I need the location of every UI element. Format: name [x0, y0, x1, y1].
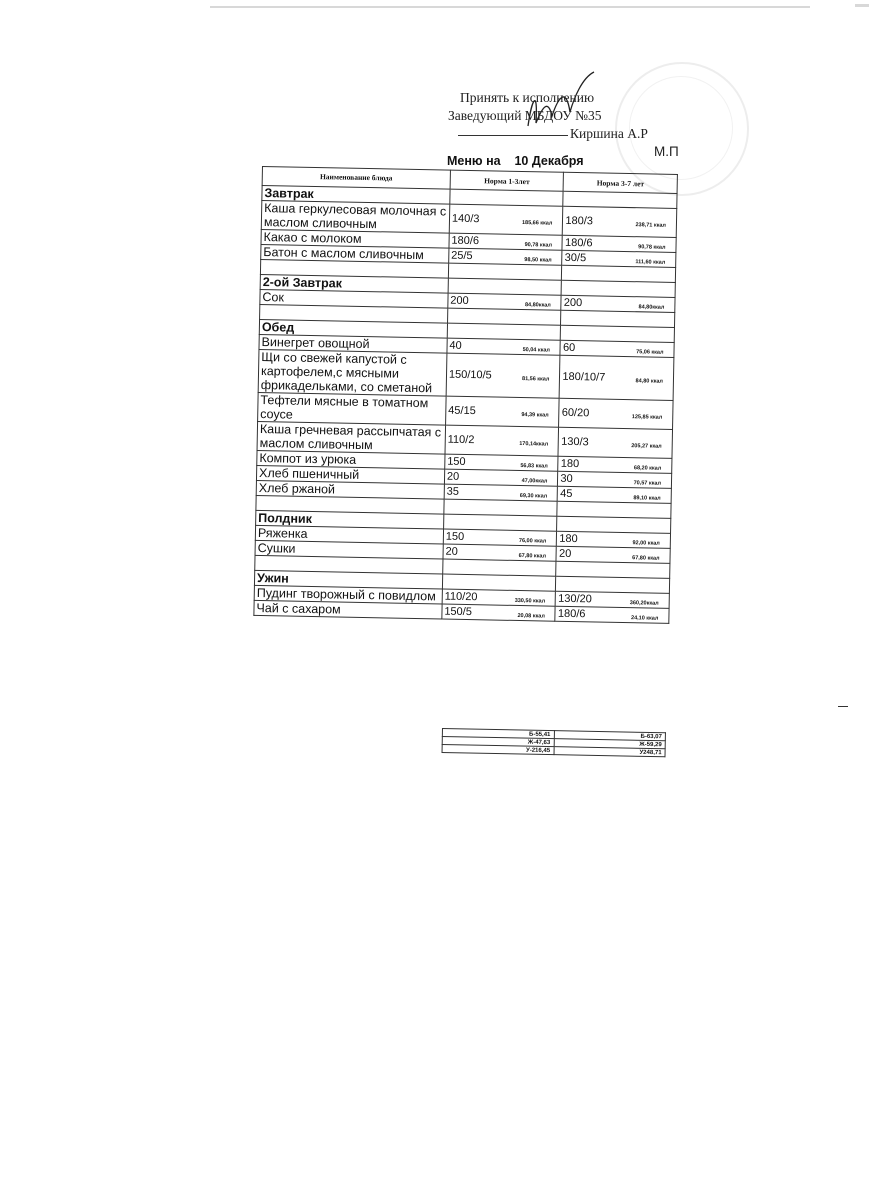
table-row	[258, 349, 674, 400]
section-title: 2-ой Завтрак	[260, 274, 448, 293]
section-title: Завтрак	[262, 186, 450, 205]
kcal-3-7: 68,20 ккал	[633, 465, 662, 472]
menu-title	[447, 154, 584, 168]
section-title: Полдник	[256, 510, 444, 529]
kcal-3-7: 90,78 ккал	[638, 244, 666, 251]
kcal-1-3: 90,78 ккал	[524, 242, 553, 249]
portion-3-7: 60	[562, 341, 576, 355]
approval-line-2: Заведующий МБДОУ №35	[448, 108, 602, 123]
total-carbs-1-3: У-216,45	[442, 745, 554, 755]
norm-3-7-cell	[562, 250, 676, 267]
kcal-3-7: 67,80 ккал	[632, 555, 660, 562]
header-norm-3-7: Норма 3-7 лет	[564, 172, 678, 193]
dish-name: Хлеб пшеничный	[256, 465, 444, 484]
dish-name: Чай с сахаром	[254, 600, 442, 619]
norm-1-3-cell	[442, 604, 556, 621]
norm-3-7-cell	[560, 355, 674, 400]
kcal-1-3: 69,30 ккал	[519, 493, 548, 500]
menu-date: 10 Декабря	[514, 154, 584, 168]
norm-3-7-cell	[563, 206, 677, 237]
kcal-1-3: 67,80 ккал	[518, 552, 547, 560]
portion-1-3: 35	[446, 485, 460, 498]
dish-name: Компот из урюка	[257, 450, 445, 469]
portion-3-7: 180	[560, 457, 580, 471]
portion-1-3: 150	[447, 455, 466, 468]
kcal-1-3: 185,66 ккал	[521, 220, 553, 227]
norm-3-7-cell	[559, 398, 673, 429]
dish-name: Сок	[260, 289, 448, 308]
kcal-3-7: 84,80ккал	[638, 304, 665, 311]
norm-3-7-cell	[558, 486, 672, 503]
scan-edge-mark	[210, 6, 810, 8]
portion-1-3: 200	[450, 294, 469, 307]
kcal-1-3: 98,50 ккал	[524, 257, 552, 264]
kcal-3-7: 89,10 ккал	[633, 495, 661, 502]
kcal-1-3: 330,50 ккал	[514, 597, 546, 605]
total-carbs-3-7: У248,71	[554, 747, 666, 757]
scan-edge-mark	[855, 4, 869, 7]
header-norm-1-3: Норма 1-3лет	[450, 170, 564, 191]
portion-1-3: 20	[445, 545, 458, 558]
kcal-3-7: 360,20ккал	[629, 600, 659, 607]
kcal-3-7: 205,27 ккал	[631, 443, 662, 450]
menu-title-label: Меню на	[447, 154, 501, 168]
portion-3-7: 20	[558, 547, 572, 561]
portion-1-3: 20	[446, 470, 460, 483]
section-title: Обед	[259, 319, 447, 338]
norm-1-3-cell	[449, 248, 563, 265]
kcal-1-3: 81,56 ккал	[521, 376, 550, 383]
dish-name: Каша гречневая рассыпчатая с маслом сливочным	[257, 421, 445, 454]
kcal-1-3: 56,83 ккал	[520, 463, 548, 470]
portion-1-3: 150/10/5	[448, 368, 492, 382]
header-dish-name: Наименование блюда	[262, 167, 450, 190]
scan-edge-mark	[838, 706, 848, 707]
total-fat-1-3: Ж-47,63	[442, 737, 554, 747]
kcal-3-7: 70,57 ккал	[633, 480, 662, 487]
total-protein-1-3: Б-55,41	[442, 729, 554, 739]
kcal-1-3: 84,80ккал	[524, 302, 551, 309]
portion-3-7: 45	[560, 487, 573, 501]
portion-1-3: 180/6	[451, 234, 480, 248]
signer-name: Киршина А.Р	[570, 126, 648, 141]
section-title: Ужин	[254, 570, 442, 589]
nutrition-totals	[442, 728, 666, 757]
menu-body	[254, 186, 677, 624]
kcal-1-3: 94,39 ккал	[521, 412, 549, 419]
dish-name: Винегрет овощной	[259, 334, 447, 353]
norm-1-3-cell	[445, 396, 559, 427]
portion-3-7: 180/6	[564, 236, 593, 250]
kcal-3-7: 84,80 ккал	[635, 378, 663, 385]
dish-name: Сушки	[255, 540, 443, 559]
kcal-1-3: 47,00ккал	[521, 478, 548, 485]
kcal-1-3: 170,14ккал	[519, 440, 549, 448]
dish-name: Пудинг творожный с повидлом	[254, 585, 442, 604]
portion-3-7: 130/20	[558, 592, 592, 606]
norm-3-7-cell	[556, 546, 670, 563]
stamp-mark: М.П	[654, 144, 679, 159]
kcal-1-3: 50,04 ккал	[522, 347, 551, 354]
dish-name: Тефтели мясные в томатном соусе	[258, 392, 446, 425]
portion-3-7: 30/5	[564, 251, 587, 265]
norm-1-3-cell	[446, 353, 560, 398]
portion-3-7: 30	[560, 472, 573, 486]
kcal-1-3: 76,00 ккал	[518, 538, 547, 545]
kcal-3-7: 24,10 ккал	[630, 615, 659, 622]
portion-1-3: 150	[445, 530, 465, 543]
dish-name: Хлеб ржаной	[256, 480, 444, 499]
norm-1-3-cell	[445, 425, 559, 456]
portion-3-7: 180/3	[565, 214, 594, 228]
portion-1-3: 45/15	[448, 404, 476, 418]
total-fat-3-7: Ж-59,29	[554, 739, 666, 749]
portion-3-7: 200	[563, 296, 583, 310]
norm-3-7-cell	[558, 427, 672, 458]
kcal-3-7: 111,60 ккал	[635, 259, 666, 266]
dish-name: Щи со свежей капустой с картофелем,с мясными фрикадельками, со сметаной	[258, 349, 447, 396]
kcal-3-7: 238,71 ккал	[635, 222, 666, 229]
portion-1-3: 110/2	[447, 433, 475, 447]
portion-1-3: 150/5	[444, 605, 473, 619]
menu-table	[253, 166, 678, 624]
kcal-3-7: 75,06 ккал	[636, 349, 664, 356]
portion-3-7: 130/3	[561, 435, 589, 449]
dish-name: Ряженка	[255, 525, 443, 544]
total-protein-3-7: Б-63,07	[554, 731, 666, 741]
norm-1-3-cell	[443, 544, 557, 561]
dish-name: Каша геркулесовая молочная с маслом сливочным	[261, 201, 449, 234]
approval-line-1: Принять к исполнению	[460, 90, 595, 105]
kcal-1-3: 20,08 ккал	[517, 612, 545, 620]
portion-3-7: 60/20	[561, 406, 590, 420]
kcal-3-7: 125,85 ккал	[631, 414, 663, 421]
norm-3-7-cell	[561, 295, 675, 312]
portion-1-3: 40	[449, 339, 462, 352]
dish-name: Какао с молоком	[261, 229, 449, 248]
norm-1-3-cell	[449, 204, 563, 235]
norm-3-7-cell	[555, 606, 669, 623]
portion-3-7: 180	[559, 532, 578, 546]
portion-3-7: 180/6	[557, 607, 586, 621]
portion-1-3: 25/5	[451, 249, 473, 263]
portion-3-7: 180/10/7	[562, 370, 606, 384]
norm-1-3-cell	[444, 484, 558, 501]
dish-name: Батон с маслом сливочным	[261, 244, 449, 263]
portion-1-3: 110/20	[444, 590, 478, 604]
kcal-3-7: 92,00 ккал	[632, 540, 660, 547]
norm-1-3-cell	[448, 293, 562, 310]
portion-1-3: 140/3	[451, 212, 480, 226]
